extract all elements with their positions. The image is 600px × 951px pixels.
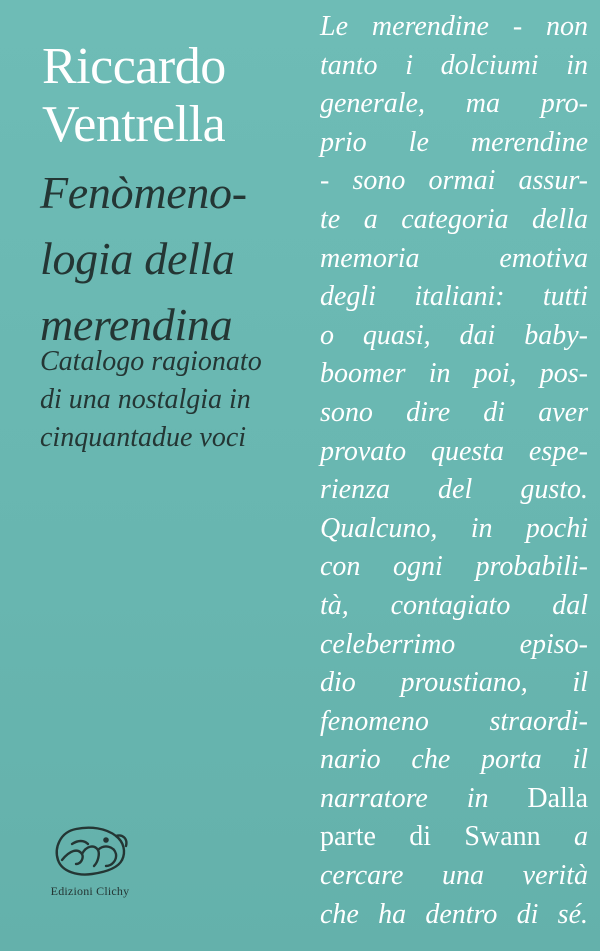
blurb-line: celeberrimo episo-: [320, 628, 588, 660]
cover-blurb: [320, 8, 588, 934]
book-title: [40, 160, 247, 358]
blurb-line: rienza del gusto.: [320, 474, 588, 506]
blurb-book-title: parte di Swann: [320, 821, 541, 853]
blurb-line: Qualcuno, in pochi: [320, 512, 588, 544]
author-last-name: Ventrella: [42, 96, 226, 153]
blurb-line: boomer in poi, pos-: [320, 358, 588, 390]
blurb-text: a: [574, 821, 588, 853]
blurb-line: che ha dentro di sé.: [320, 898, 588, 930]
blurb-line: sono dire di aver: [320, 396, 588, 428]
subtitle-line-2: di una nostalgia in: [40, 384, 251, 415]
blurb-line: memoria emotiva: [320, 242, 588, 274]
book-subtitle: [40, 343, 262, 457]
blurb-line: fenomeno straordi-: [320, 705, 588, 737]
blurb-line-mixed: [320, 780, 588, 819]
subtitle-line-3: cinquantadue voci: [40, 422, 247, 453]
blurb-book-title: Dalla: [527, 782, 588, 814]
blurb-line: degli italiani: tutti: [320, 281, 588, 313]
blurb-line: provato questa espe-: [320, 435, 588, 467]
blurb-line: Le merendine - non: [320, 11, 588, 42]
blurb-line-mixed: [320, 818, 588, 857]
title-line-2: logia della: [40, 233, 235, 284]
blurb-line: cercare una verità: [320, 860, 588, 892]
blurb-line: generale, ma pro-: [320, 88, 588, 120]
blurb-line: tanto i dolciumi in: [320, 49, 588, 81]
blurb-text: narratore in: [320, 782, 489, 814]
blurb-line: tà, contagiato dal: [320, 589, 588, 621]
blurb-line: - sono ormai assur-: [320, 165, 588, 197]
subtitle-line-1: Catalogo ragionato: [40, 346, 262, 377]
blurb-line: te a categoria della: [320, 203, 588, 235]
blurb-line: prio le merendine: [320, 126, 588, 158]
blurb-line: o quasi, dai baby-: [320, 319, 588, 351]
blurb-line: con ogni probabili-: [320, 551, 588, 583]
publisher-name: Edizioni Clichy: [50, 884, 130, 898]
title-line-3: merendina: [40, 299, 233, 350]
publisher-mark: [44, 820, 136, 899]
author-first-name: Riccardo: [42, 38, 226, 95]
author-name: [42, 38, 226, 154]
blurb-line: nario che porta il: [320, 744, 588, 776]
title-line-1: Fenòmeno-: [40, 167, 247, 218]
elephant-logo-icon: [48, 820, 132, 882]
blurb-line: dio proustiano, il: [320, 667, 588, 699]
